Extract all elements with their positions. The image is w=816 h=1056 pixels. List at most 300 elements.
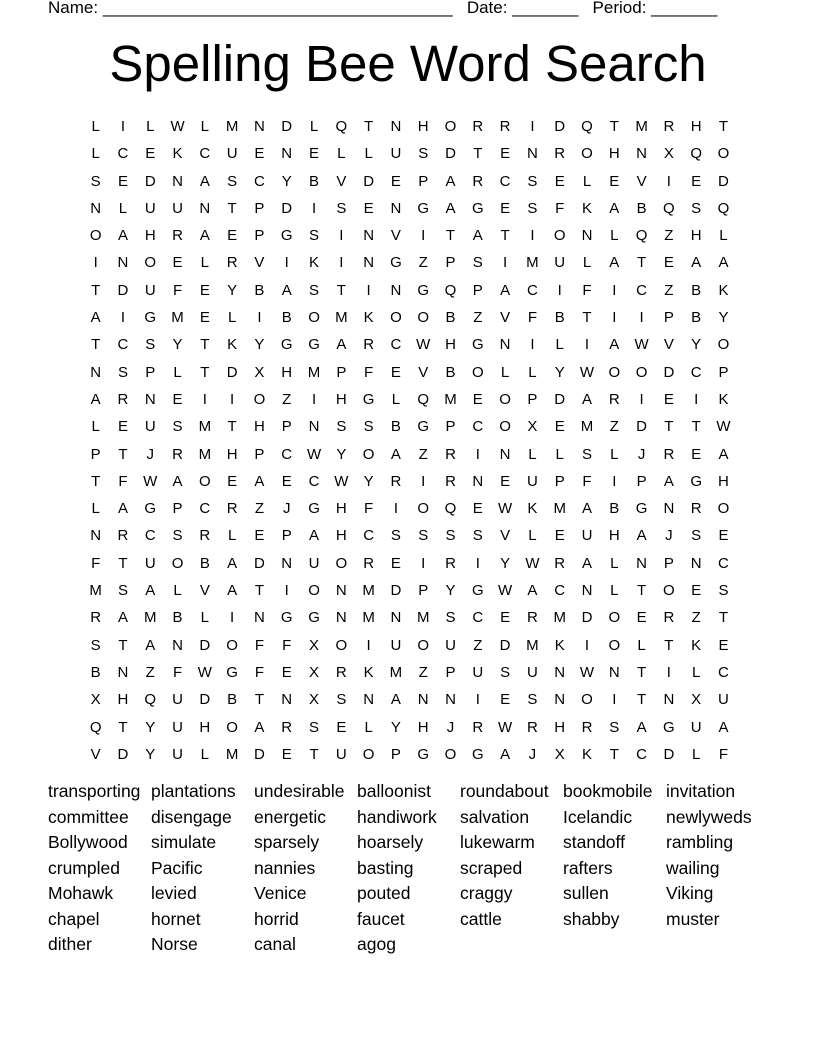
grid-letter[interactable]: I [311, 199, 317, 217]
grid-letter[interactable]: S [500, 663, 511, 681]
grid-letter[interactable]: Q [417, 390, 430, 408]
grid-letter[interactable]: N [254, 609, 265, 627]
grid-letter[interactable]: N [390, 199, 402, 217]
grid-letter[interactable]: N [526, 145, 538, 163]
grid-letter[interactable]: A [227, 554, 238, 572]
grid-letter[interactable]: Y [254, 336, 265, 354]
grid-letter[interactable]: D [445, 145, 456, 163]
grid-letter[interactable]: H [417, 118, 429, 135]
grid-letter[interactable]: G [663, 718, 675, 736]
grid-letter[interactable]: E [199, 281, 210, 299]
grid-letter[interactable]: O [608, 636, 621, 654]
grid-letter[interactable]: N [554, 663, 566, 681]
grid-letter[interactable]: R [663, 609, 675, 627]
grid-letter[interactable]: S [527, 199, 538, 217]
grid-letter[interactable]: A [199, 172, 210, 190]
grid-letter[interactable]: T [91, 336, 101, 354]
grid-letter[interactable]: P [390, 745, 401, 763]
grid-letter[interactable]: I [639, 390, 644, 408]
grid-letter[interactable]: A [445, 172, 456, 190]
grid-letter[interactable]: X [309, 636, 320, 654]
grid-letter[interactable]: C [526, 281, 538, 299]
grid-letter[interactable]: L [91, 118, 100, 135]
grid-letter[interactable]: L [91, 145, 100, 163]
grid-letter[interactable]: G [390, 254, 402, 272]
grid-letter[interactable]: U [172, 745, 183, 763]
grid-letter[interactable]: N [281, 691, 293, 709]
grid-letter[interactable]: D [499, 636, 511, 654]
grid-letter[interactable]: S [336, 418, 347, 436]
grid-letter[interactable]: A [663, 472, 674, 490]
grid-letter[interactable]: I [612, 309, 617, 327]
grid-letter[interactable]: F [718, 745, 729, 763]
grid-letter[interactable]: E [472, 500, 483, 518]
grid-letter[interactable]: T [609, 745, 619, 763]
grid-letter[interactable]: E [500, 472, 511, 490]
grid-letter[interactable]: U [390, 636, 402, 654]
grid-letter[interactable]: P [445, 418, 456, 436]
grid-letter[interactable]: B [390, 418, 401, 436]
grid-letter[interactable]: K [363, 663, 374, 681]
grid-letter[interactable]: N [581, 582, 593, 600]
grid-letter[interactable]: G [635, 500, 648, 518]
grid-letter[interactable]: C [363, 527, 375, 545]
grid-letter[interactable]: A [390, 445, 401, 463]
grid-letter[interactable]: L [200, 609, 209, 627]
grid-letter[interactable]: P [145, 363, 156, 381]
grid-letter[interactable]: H [608, 527, 620, 545]
grid-letter[interactable]: T [118, 445, 128, 463]
grid-letter[interactable]: W [498, 582, 513, 600]
grid-letter[interactable]: A [227, 582, 238, 600]
grid-letter[interactable]: N [363, 691, 375, 709]
grid-letter[interactable]: Y [554, 363, 565, 381]
grid-letter[interactable]: V [663, 336, 674, 354]
grid-letter[interactable]: T [718, 118, 729, 135]
grid-letter[interactable]: R [226, 500, 238, 518]
grid-letter[interactable]: W [716, 418, 731, 436]
grid-letter[interactable]: I [475, 554, 480, 572]
grid-letter[interactable]: M [553, 500, 566, 518]
grid-letter[interactable]: K [227, 336, 238, 354]
grid-letter[interactable]: A [527, 582, 538, 600]
grid-letter[interactable]: R [117, 527, 129, 545]
grid-letter[interactable]: C [472, 609, 484, 627]
grid-letter[interactable]: M [362, 609, 375, 627]
grid-letter[interactable]: K [718, 390, 729, 408]
grid-letter[interactable]: M [198, 445, 212, 463]
grid-letter[interactable]: O [335, 554, 348, 572]
grid-letter[interactable]: L [173, 363, 182, 381]
grid-letter[interactable]: Z [664, 227, 674, 245]
grid-letter[interactable]: I [366, 281, 371, 299]
grid-letter[interactable]: O [471, 363, 484, 381]
grid-letter[interactable]: C [254, 172, 265, 190]
grid-letter[interactable]: I [284, 254, 289, 272]
grid-letter[interactable]: A [117, 500, 128, 518]
grid-letter[interactable]: L [719, 227, 728, 245]
grid-letter[interactable]: U [554, 254, 566, 272]
grid-letter[interactable]: U [526, 663, 538, 681]
grid-letter[interactable]: C [636, 281, 647, 299]
grid-letter[interactable]: A [336, 336, 347, 354]
grid-letter[interactable]: F [582, 472, 592, 490]
grid-letter[interactable]: Z [418, 445, 428, 463]
grid-letter[interactable]: F [527, 309, 537, 327]
grid-letter[interactable]: E [117, 418, 128, 436]
grid-letter[interactable]: M [362, 582, 375, 600]
grid-letter[interactable]: A [117, 609, 128, 627]
grid-letter[interactable]: D [554, 390, 566, 408]
grid-letter[interactable]: O [308, 582, 320, 600]
grid-letter[interactable]: I [393, 500, 398, 518]
grid-letter[interactable]: W [579, 363, 595, 381]
grid-letter[interactable]: G [417, 745, 430, 763]
grid-letter[interactable]: K [554, 636, 565, 654]
grid-letter[interactable]: T [200, 336, 210, 354]
grid-letter[interactable]: A [609, 199, 620, 217]
grid-letter[interactable]: W [306, 445, 322, 463]
grid-letter[interactable]: R [499, 118, 511, 135]
grid-letter[interactable]: S [691, 527, 702, 545]
grid-letter[interactable]: Q [144, 691, 157, 709]
grid-letter[interactable]: D [281, 199, 293, 217]
grid-letter[interactable]: S [117, 363, 128, 381]
grid-letter[interactable]: I [339, 254, 344, 272]
grid-letter[interactable]: R [663, 118, 675, 135]
grid-letter[interactable]: Z [254, 500, 265, 518]
grid-letter[interactable]: H [335, 390, 347, 408]
grid-letter[interactable]: F [91, 554, 101, 572]
grid-letter[interactable]: E [390, 172, 401, 190]
grid-letter[interactable]: N [172, 636, 183, 654]
grid-letter[interactable]: A [609, 336, 620, 354]
grid-letter[interactable]: F [254, 663, 265, 681]
grid-letter[interactable]: H [199, 718, 211, 736]
grid-letter[interactable]: N [254, 118, 265, 135]
grid-letter[interactable]: Y [363, 472, 374, 490]
grid-letter[interactable]: B [90, 663, 101, 681]
grid-letter[interactable]: X [663, 145, 674, 163]
grid-letter[interactable]: N [335, 609, 347, 627]
grid-letter[interactable]: X [309, 691, 320, 709]
grid-letter[interactable]: M [171, 309, 184, 327]
grid-letter[interactable]: L [364, 718, 373, 736]
grid-letter[interactable]: O [171, 554, 184, 572]
grid-letter[interactable]: T [445, 227, 456, 245]
grid-letter[interactable]: H [226, 445, 238, 463]
grid-letter[interactable]: F [254, 636, 265, 654]
grid-letter[interactable]: P [554, 472, 565, 490]
grid-letter[interactable]: Q [635, 227, 648, 245]
grid-letter[interactable]: E [336, 718, 347, 736]
grid-letter[interactable]: P [90, 445, 101, 463]
grid-letter[interactable]: P [418, 172, 429, 190]
grid-letter[interactable]: R [608, 390, 620, 408]
grid-letter[interactable]: T [227, 199, 237, 217]
grid-letter[interactable]: G [308, 609, 320, 627]
grid-letter[interactable]: A [472, 227, 483, 245]
grid-letter[interactable]: W [579, 663, 595, 681]
grid-letter[interactable]: S [527, 691, 538, 709]
grid-letter[interactable]: G [690, 472, 703, 490]
grid-letter[interactable]: A [390, 691, 401, 709]
grid-letter[interactable]: I [366, 636, 371, 654]
grid-letter[interactable]: I [475, 691, 480, 709]
grid-letter[interactable]: A [718, 718, 729, 736]
grid-letter[interactable]: E [636, 609, 647, 627]
grid-letter[interactable]: A [199, 227, 210, 245]
grid-letter[interactable]: N [499, 336, 511, 354]
grid-letter[interactable]: W [143, 472, 158, 490]
grid-letter[interactable]: P [472, 281, 483, 299]
grid-letter[interactable]: E [227, 227, 238, 245]
grid-letter[interactable]: S [336, 199, 347, 217]
grid-letter[interactable]: S [172, 418, 183, 436]
grid-letter[interactable]: E [145, 145, 156, 163]
grid-letter[interactable]: O [717, 336, 730, 354]
grid-letter[interactable]: G [280, 227, 293, 245]
grid-letter[interactable]: O [499, 418, 511, 436]
grid-letter[interactable]: G [471, 745, 484, 763]
grid-letter[interactable]: S [227, 172, 238, 190]
grid-letter[interactable]: N [663, 691, 675, 709]
grid-letter[interactable]: G [226, 663, 238, 681]
grid-letter[interactable]: T [582, 309, 592, 327]
grid-letter[interactable]: U [144, 554, 156, 572]
grid-letter[interactable]: L [227, 309, 237, 327]
grid-letter[interactable]: O [144, 254, 157, 272]
grid-letter[interactable]: O [417, 500, 430, 518]
grid-letter[interactable]: S [472, 527, 483, 545]
grid-letter[interactable]: N [117, 663, 129, 681]
grid-letter[interactable]: A [309, 527, 320, 545]
grid-letter[interactable]: C [199, 500, 211, 518]
grid-letter[interactable]: E [172, 390, 183, 408]
grid-letter[interactable]: B [609, 500, 620, 518]
grid-letter[interactable]: Z [691, 609, 701, 627]
grid-letter[interactable]: D [199, 691, 211, 709]
grid-letter[interactable]: N [281, 554, 293, 572]
grid-letter[interactable]: D [663, 363, 675, 381]
grid-letter[interactable]: I [666, 172, 671, 190]
grid-letter[interactable]: T [118, 718, 128, 736]
grid-letter[interactable]: E [718, 527, 729, 545]
grid-letter[interactable]: S [691, 199, 702, 217]
grid-letter[interactable]: S [309, 718, 320, 736]
grid-letter[interactable]: P [254, 227, 265, 245]
grid-letter[interactable]: X [90, 691, 101, 709]
grid-letter[interactable]: T [336, 281, 346, 299]
grid-letter[interactable]: D [226, 363, 238, 381]
grid-letter[interactable]: I [584, 336, 590, 354]
grid-letter[interactable]: P [172, 500, 183, 518]
grid-letter[interactable]: D [117, 745, 129, 763]
grid-letter[interactable]: D [254, 554, 265, 572]
grid-letter[interactable]: G [280, 609, 293, 627]
grid-letter[interactable]: E [363, 199, 374, 217]
grid-letter[interactable]: O [253, 390, 266, 408]
grid-letter[interactable]: E [281, 745, 292, 763]
grid-letter[interactable]: C [281, 445, 293, 463]
grid-letter[interactable]: U [172, 199, 183, 217]
grid-letter[interactable]: M [635, 118, 648, 135]
grid-letter[interactable]: U [144, 418, 156, 436]
grid-letter[interactable]: M [526, 254, 539, 272]
grid-letter[interactable]: U [335, 745, 347, 763]
grid-letter[interactable]: P [718, 363, 729, 381]
grid-letter[interactable]: I [530, 227, 535, 245]
grid-letter[interactable]: R [581, 718, 593, 736]
grid-letter[interactable]: I [530, 118, 535, 135]
grid-letter[interactable]: D [199, 636, 211, 654]
grid-letter[interactable]: K [691, 636, 702, 654]
grid-letter[interactable]: O [335, 636, 348, 654]
grid-letter[interactable]: P [663, 309, 674, 327]
grid-letter[interactable]: S [90, 172, 101, 190]
grid-letter[interactable]: P [336, 363, 347, 381]
grid-letter[interactable]: I [584, 636, 590, 654]
grid-letter[interactable]: I [93, 254, 98, 272]
grid-letter[interactable]: T [691, 418, 701, 436]
grid-letter[interactable]: E [500, 609, 511, 627]
grid-letter[interactable]: L [692, 745, 701, 763]
grid-letter[interactable]: H [554, 718, 566, 736]
grid-letter[interactable]: B [445, 363, 456, 381]
grid-letter[interactable]: L [610, 227, 619, 245]
grid-letter[interactable]: N [199, 199, 211, 217]
grid-letter[interactable]: K [581, 745, 592, 763]
grid-letter[interactable]: U [308, 554, 320, 572]
grid-letter[interactable]: H [117, 691, 129, 709]
grid-letter[interactable]: R [335, 663, 347, 681]
grid-letter[interactable]: W [634, 336, 649, 354]
grid-letter[interactable]: G [362, 390, 375, 408]
grid-letter[interactable]: E [254, 145, 265, 163]
grid-letter[interactable]: V [336, 172, 347, 190]
grid-letter[interactable]: H [335, 527, 347, 545]
grid-letter[interactable]: T [118, 636, 128, 654]
grid-letter[interactable]: T [637, 663, 647, 681]
grid-letter[interactable]: B [254, 281, 265, 299]
grid-letter[interactable]: P [281, 418, 292, 436]
grid-letter[interactable]: L [555, 445, 564, 463]
grid-letter[interactable]: I [230, 609, 235, 627]
grid-letter[interactable]: U [172, 718, 183, 736]
grid-letter[interactable]: C [144, 527, 156, 545]
grid-letter[interactable]: O [89, 227, 102, 245]
grid-letter[interactable]: E [500, 199, 511, 217]
grid-letter[interactable]: E [472, 390, 483, 408]
grid-letter[interactable]: N [117, 254, 129, 272]
grid-letter[interactable]: H [718, 472, 729, 490]
grid-letter[interactable]: K [363, 309, 374, 327]
grid-letter[interactable]: W [498, 500, 513, 518]
grid-letter[interactable]: Y [145, 745, 156, 763]
grid-letter[interactable]: N [308, 418, 320, 436]
grid-letter[interactable]: L [582, 254, 592, 272]
grid-letter[interactable]: U [226, 145, 238, 163]
grid-letter[interactable]: F [172, 663, 183, 681]
grid-letter[interactable]: S [90, 636, 101, 654]
grid-letter[interactable]: O [444, 118, 457, 135]
grid-letter[interactable]: S [336, 691, 347, 709]
grid-letter[interactable]: R [226, 254, 238, 272]
grid-letter[interactable]: G [144, 500, 157, 518]
grid-letter[interactable]: V [418, 363, 429, 381]
grid-letter[interactable]: W [334, 472, 349, 490]
period-field[interactable]: _______ [651, 0, 718, 17]
grid-letter[interactable]: V [254, 254, 265, 272]
grid-letter[interactable]: P [527, 390, 538, 408]
grid-letter[interactable]: L [528, 527, 537, 545]
grid-letter[interactable]: Q [444, 281, 457, 299]
grid-letter[interactable]: G [471, 199, 484, 217]
grid-letter[interactable]: Q [663, 199, 675, 217]
grid-letter[interactable]: U [390, 145, 402, 163]
grid-letter[interactable]: J [665, 527, 673, 545]
grid-letter[interactable]: I [339, 227, 344, 245]
grid-letter[interactable]: E [281, 663, 292, 681]
grid-letter[interactable]: L [528, 445, 537, 463]
grid-letter[interactable]: T [309, 745, 319, 763]
grid-letter[interactable]: G [417, 418, 430, 436]
grid-letter[interactable]: A [581, 500, 592, 518]
grid-letter[interactable]: Z [418, 663, 428, 681]
grid-letter[interactable]: P [445, 254, 456, 272]
grid-letter[interactable]: H [608, 145, 620, 163]
grid-letter[interactable]: O [308, 309, 320, 327]
grid-letter[interactable]: I [612, 691, 617, 709]
grid-letter[interactable]: R [363, 336, 375, 354]
grid-letter[interactable]: T [254, 691, 265, 709]
grid-letter[interactable]: E [663, 254, 674, 272]
grid-letter[interactable]: P [281, 527, 292, 545]
grid-letter[interactable]: R [445, 445, 456, 463]
grid-letter[interactable]: C [690, 363, 702, 381]
grid-letter[interactable]: O [608, 363, 621, 381]
grid-letter[interactable]: L [610, 582, 619, 600]
grid-letter[interactable]: R [554, 145, 566, 163]
grid-letter[interactable]: C [636, 745, 647, 763]
grid-letter[interactable]: N [335, 582, 347, 600]
grid-letter[interactable]: O [581, 691, 593, 709]
grid-letter[interactable]: I [530, 336, 535, 354]
grid-letter[interactable]: E [117, 172, 128, 190]
grid-letter[interactable]: I [421, 227, 426, 245]
grid-letter[interactable]: L [692, 663, 701, 681]
grid-letter[interactable]: A [172, 472, 183, 490]
grid-letter[interactable]: R [526, 609, 538, 627]
grid-letter[interactable]: Y [145, 718, 156, 736]
grid-letter[interactable]: O [390, 309, 402, 327]
grid-letter[interactable]: V [500, 309, 511, 327]
grid-letter[interactable]: I [421, 472, 426, 490]
grid-letter[interactable]: R [90, 609, 102, 627]
grid-letter[interactable]: M [444, 390, 457, 408]
grid-letter[interactable]: L [118, 199, 128, 217]
grid-letter[interactable]: Z [664, 281, 674, 299]
grid-letter[interactable]: F [282, 636, 292, 654]
grid-letter[interactable]: R [117, 390, 129, 408]
grid-letter[interactable]: H [335, 500, 347, 518]
grid-letter[interactable]: I [230, 390, 235, 408]
grid-letter[interactable]: T [609, 118, 619, 135]
grid-letter[interactable]: N [390, 281, 402, 299]
grid-letter[interactable]: I [503, 254, 508, 272]
grid-letter[interactable]: I [475, 445, 480, 463]
grid-letter[interactable]: U [144, 281, 156, 299]
